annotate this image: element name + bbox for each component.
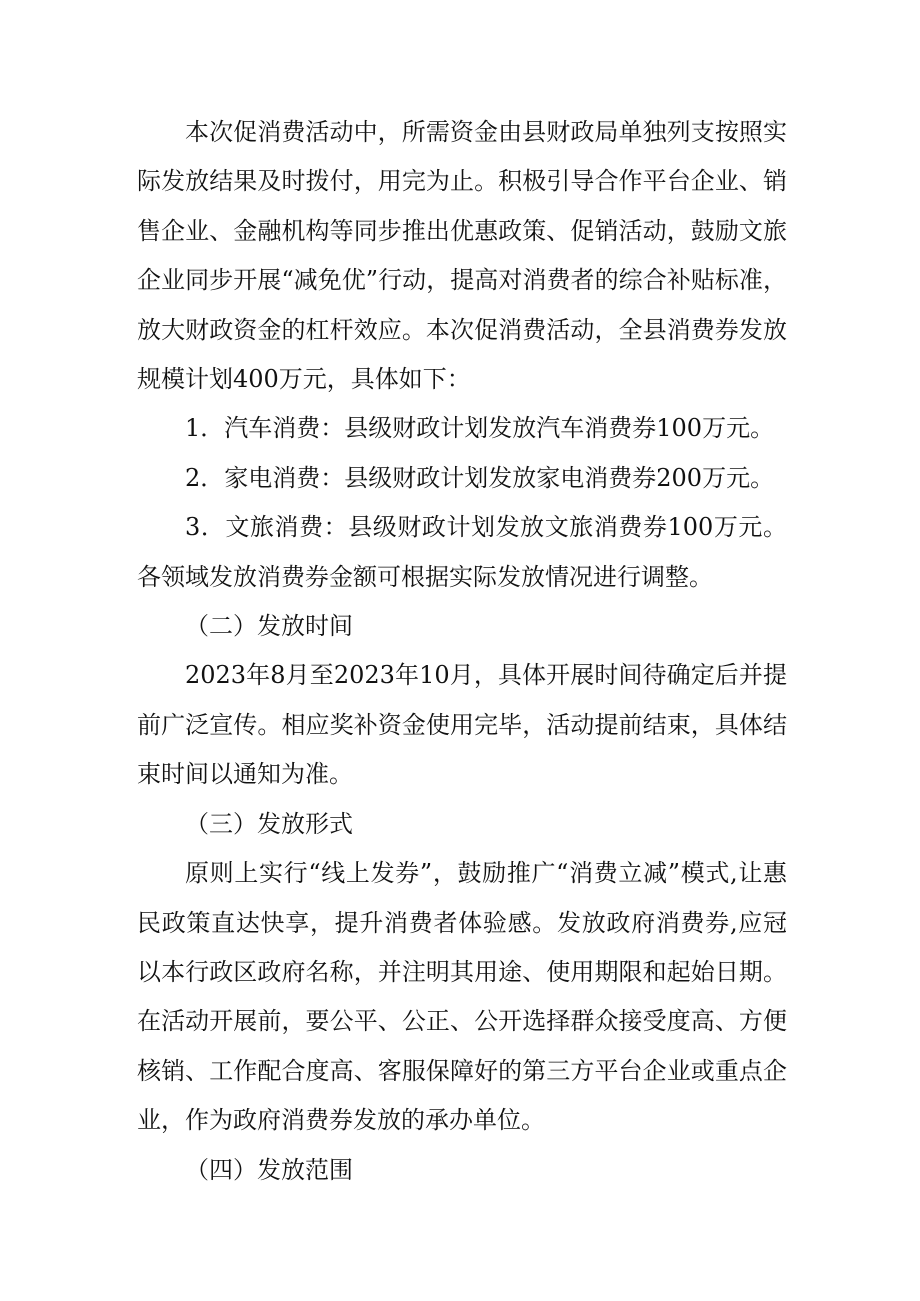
section-heading-issue-time: （二）发放时间	[185, 612, 353, 641]
document-body	[137, 108, 787, 1195]
paragraph-auto-consumption: 1．汽车消费：县级财政计划发放汽车消费券100万元。	[185, 414, 775, 443]
section-heading-issue-scope: （四）发放范围	[185, 1155, 353, 1184]
paragraph-issue-time: 2023年8月至2023年10月，具体开展时间待确定后并提前广泛宣传。相应奖补资金使用完毕，活动提前结束，具体结束时间以通知为准。	[137, 661, 787, 789]
section-heading-issue-form: （三）发放形式	[185, 809, 353, 838]
paragraph-issue-form: 原则上实行“线上发券”，鼓励推广“消费立减”模式,让惠民政策直达快享，提升消费者体验感。发放政府消费券,应冠以本行政区政府名称，并注明其用途、使用期限和起始日期。在活动开展前，要公平、公正、公开选择群众接受度高、方便核销、工作配合度高、客服保障好的第三方平台企业或重点企业，作为政府消费券发放的承办单位。	[137, 859, 787, 1135]
paragraph-appliance-consumption: 2．家电消费：县级财政计划发放家电消费券200万元。	[185, 463, 775, 492]
paragraph-funding: 本次促消费活动中，所需资金由县财政局单独列支按照实际发放结果及时拨付，用完为止。积极引导合作平台企业、销售企业、金融机构等同步推出优惠政策、促销活动，鼓励文旅企业同步开展“减免优”行动，提高对消费者的综合补贴标准，放大财政资金的杠杆效应。本次促消费活动，全县消费券发放规模计划400万元，具体如下：	[137, 118, 787, 394]
paragraph-tourism-consumption: 3．文旅消费：县级财政计划发放文旅消费券100万元。各领域发放消费券金额可根据实际发放情况进行调整。	[137, 513, 787, 591]
